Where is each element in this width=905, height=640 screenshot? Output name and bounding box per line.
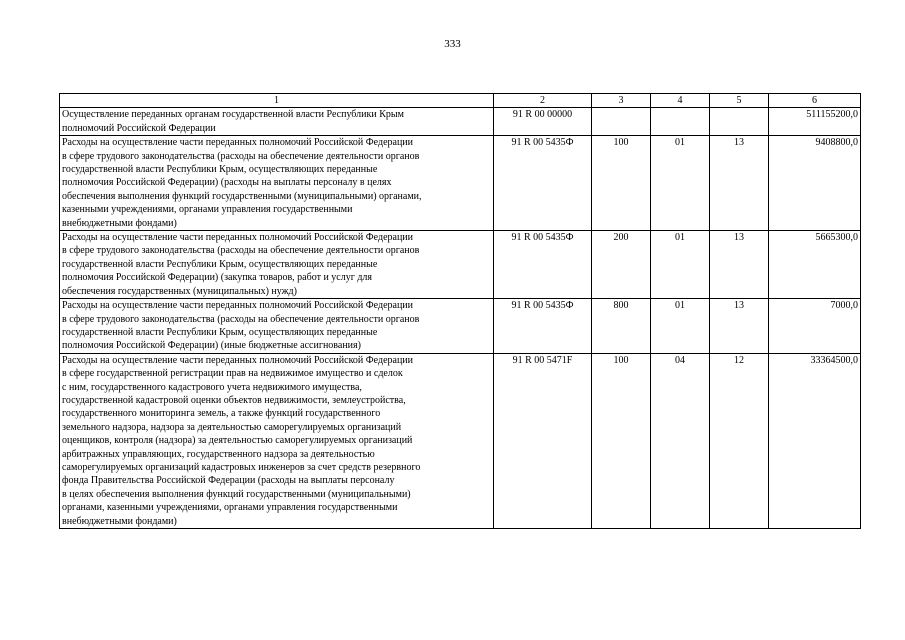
row-code: 91 R 00 5435Ф bbox=[494, 136, 592, 231]
row-section: 01 bbox=[651, 231, 710, 299]
header-cell-3: 3 bbox=[592, 94, 651, 108]
row-code: 91 R 00 5471F bbox=[494, 353, 592, 528]
row-sum: 9408800,0 bbox=[769, 136, 861, 231]
row-expense-type: 100 bbox=[592, 136, 651, 231]
row-section bbox=[651, 108, 710, 136]
row-sum: 511155200,0 bbox=[769, 108, 861, 136]
row-sum: 33364500,0 bbox=[769, 353, 861, 528]
row-subsection bbox=[710, 108, 769, 136]
row-code: 91 R 00 5435Ф bbox=[494, 299, 592, 354]
row-subsection: 13 bbox=[710, 299, 769, 354]
row-expense-type bbox=[592, 108, 651, 136]
table-row bbox=[60, 136, 861, 231]
row-expense-type: 100 bbox=[592, 353, 651, 528]
row-name: Осуществление переданных органам государственной власти Республики Крым полномочий Российской Федерации bbox=[60, 108, 494, 136]
table-row bbox=[60, 231, 861, 299]
row-section: 04 bbox=[651, 353, 710, 528]
table-row bbox=[60, 299, 861, 354]
row-expense-type: 800 bbox=[592, 299, 651, 354]
row-subsection: 13 bbox=[710, 231, 769, 299]
row-subsection: 12 bbox=[710, 353, 769, 528]
row-code: 91 R 00 5435Ф bbox=[494, 231, 592, 299]
row-code: 91 R 00 00000 bbox=[494, 108, 592, 136]
row-sum: 5665300,0 bbox=[769, 231, 861, 299]
budget-table bbox=[59, 93, 861, 529]
row-name: Расходы на осуществление части переданных полномочий Российской Федерации в сфере трудового законодательства (расходы на обеспечение деятельности органов государственной власти Республики Крым, осуществляющих переданные полномочия Российской Федерации) (иные бюджетные ассигнования) bbox=[60, 299, 494, 354]
header-row bbox=[60, 94, 861, 108]
header-cell-6: 6 bbox=[769, 94, 861, 108]
table-row bbox=[60, 108, 861, 136]
header-cell-5: 5 bbox=[710, 94, 769, 108]
row-name: Расходы на осуществление части переданных полномочий Российской Федерации в сфере трудового законодательства (расходы на обеспечение деятельности органов государственной власти Республики Крым, осуществляющих переданные полномочия Российской Федерации) (закупка товаров, работ и услуг для обеспечения государственных (муниципальных) нужд) bbox=[60, 231, 494, 299]
row-section: 01 bbox=[651, 299, 710, 354]
table-header bbox=[60, 94, 861, 108]
row-sum: 7000,0 bbox=[769, 299, 861, 354]
table-row bbox=[60, 353, 861, 528]
table-body bbox=[60, 108, 861, 529]
header-cell-1: 1 bbox=[60, 94, 494, 108]
row-section: 01 bbox=[651, 136, 710, 231]
row-subsection: 13 bbox=[710, 136, 769, 231]
header-cell-4: 4 bbox=[651, 94, 710, 108]
row-name: Расходы на осуществление части переданных полномочий Российской Федерации в сфере государственной регистрации прав на недвижимое имущество и сделок с ним, государственного кадастрового учета недвижимого имущества, государственной кадастровой оценки объектов недвижимости, землеустройства, государственного мониторинга земель, а также функций государственного земельного надзора, надзора за деятельностью саморегулируемых организаций оценщиков, контроля (надзора) за деятельностью саморегулируемых организаций арбитражных управляющих, государственного надзора за деятельностью саморегулируемых организаций кадастровых инженеров за счет средств резервного фонда Правительства Российской Федерации (расходы на выплаты персоналу в целях обеспечения выполнения функций государственными (муниципальными) органами, казенными учреждениями, органами управления государственными внебюджетными фондами) bbox=[60, 353, 494, 528]
header-cell-2: 2 bbox=[494, 94, 592, 108]
row-name: Расходы на осуществление части переданных полномочий Российской Федерации в сфере трудового законодательства (расходы на обеспечение деятельности органов государственной власти Республики Крым, осуществляющих переданные полномочия Российской Федерации) (расходы на выплаты персоналу в целях обеспечения выполнения функций государственными (муниципальными) органами, казенными учреждениями, органами управления государственными внебюджетными фондами) bbox=[60, 136, 494, 231]
page-number: 333 bbox=[444, 38, 461, 50]
row-expense-type: 200 bbox=[592, 231, 651, 299]
